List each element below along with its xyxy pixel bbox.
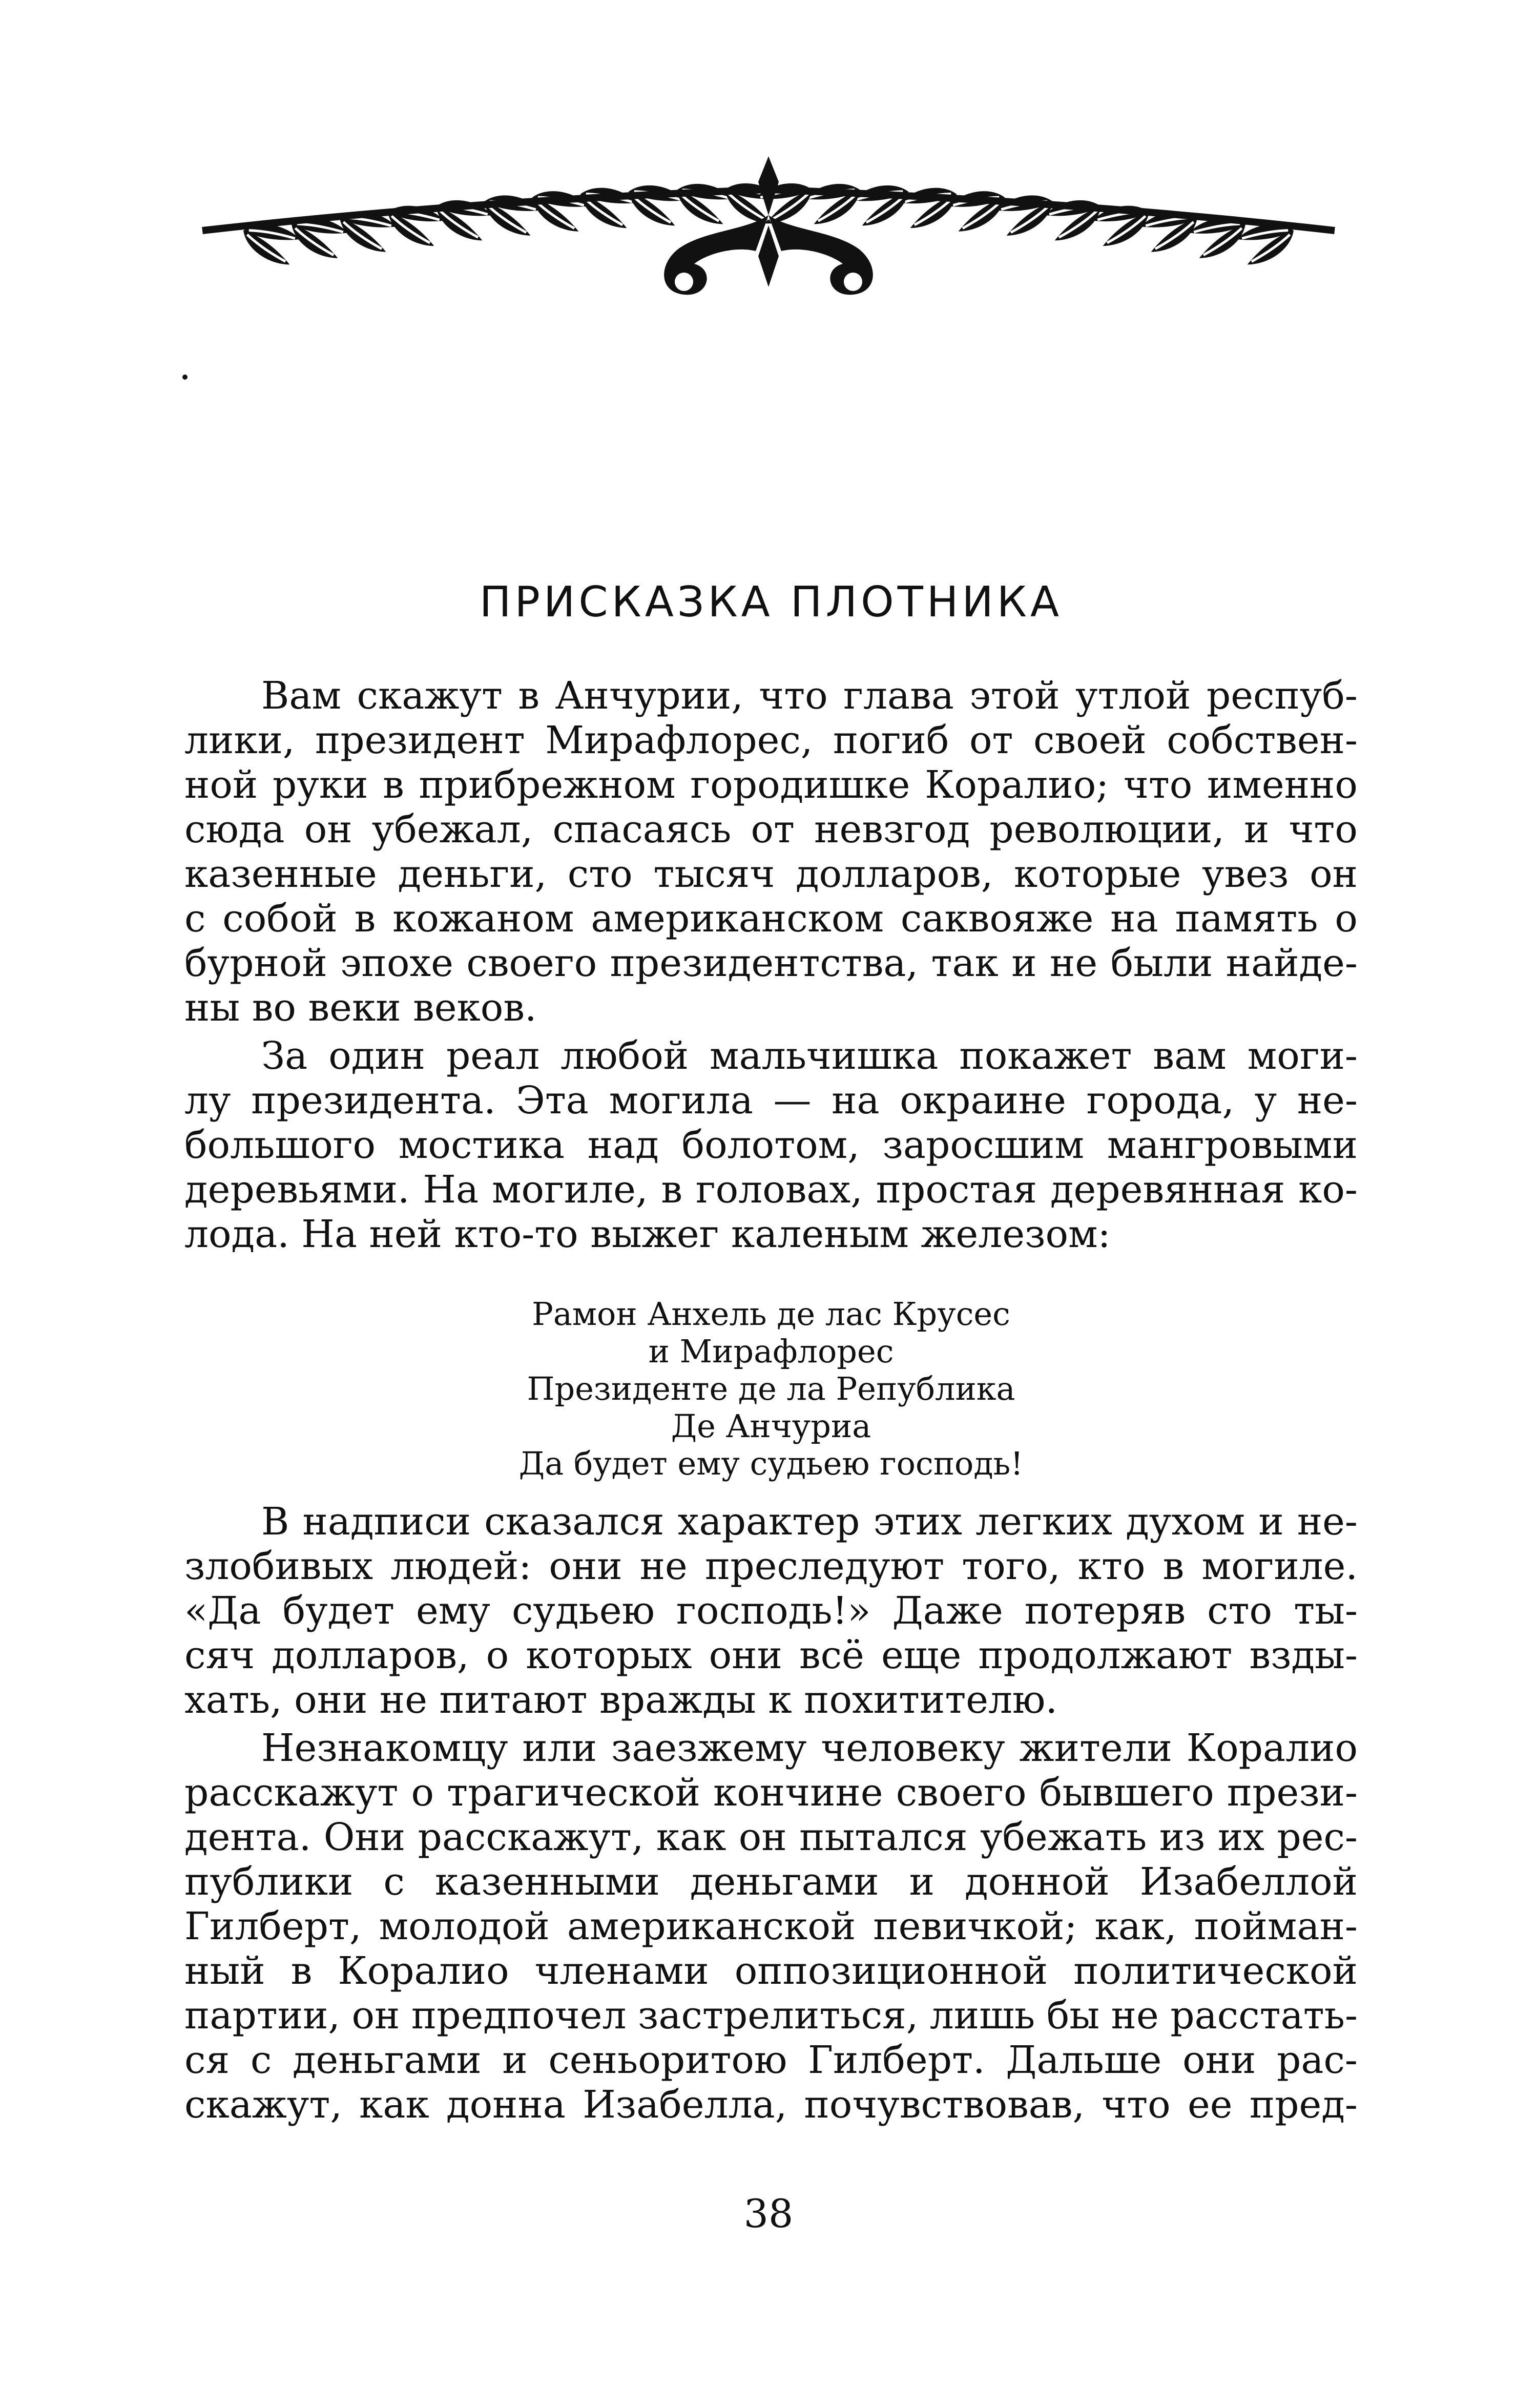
text-line: «Да будет ему судьею господь!» Даже потеряв сто ты-	[184, 1589, 1358, 1633]
chapter-title: ПРИСКАЗКА ПЛОТНИКА	[479, 578, 1063, 627]
inscription-line: Президенте де ла Република	[527, 1370, 1015, 1407]
text-line: Гилберт, молодой американской певичкой; как, пойман-	[184, 1904, 1358, 1948]
laurel-garland-ornament-icon	[172, 154, 1365, 302]
text-line: большого мостика над болотом, заросшим мангровыми	[184, 1123, 1358, 1167]
text-line: Незнакомцу или заезжему человеку жители Коралио	[261, 1726, 1358, 1770]
text-line: ный в Коралио членами оппозиционной политической	[184, 1949, 1358, 1993]
text-line: лу президента. Эта могила — на окраине города, у не-	[184, 1078, 1358, 1123]
text-line: сюда он убежал, спасаясь от невзгод революции, и что	[184, 807, 1358, 852]
text-line: скажут, как донна Изабелла, почувствовав, что ее пред-	[184, 2083, 1358, 2127]
paragraph-2	[184, 1034, 1358, 1257]
text-line: Вам скажут в Анчурии, что глава этой утлой респуб-	[261, 674, 1358, 718]
text-line: бурной эпохе своего президентства, так и не были найде-	[184, 941, 1358, 985]
text-line: лода. На ней кто-то выжег каленым железом:	[184, 1212, 1111, 1256]
inscription-line: Рамон Анхель де лас Крусес	[532, 1295, 1010, 1333]
text-line: хать, они не питают вражды к похитителю.	[184, 1678, 1057, 1722]
text-line: расскажут о трагической кончине своего бывшего прези-	[184, 1771, 1358, 1815]
text-line: В надписи сказался характер этих легких духом и не-	[261, 1500, 1358, 1544]
text-line: лики, президент Мирафлорес, погиб от своей собствен-	[184, 718, 1358, 762]
inscription-line: и Мирафлорес	[648, 1333, 894, 1370]
text-line: ны во веки веков.	[184, 986, 537, 1030]
inscription-line: Да будет ему судьею господь!	[518, 1445, 1024, 1482]
text-line: деревьями. На могиле, в головах, простая деревянная ко-	[184, 1168, 1358, 1212]
text-line: ной руки в прибрежном городишке Коралио; что именно	[184, 763, 1358, 807]
text-line: За один реал любой мальчишка покажет вам моги-	[261, 1034, 1358, 1078]
text-line: сяч долларов, о которых они всё еще продолжают взды-	[184, 1633, 1358, 1677]
paragraph-4	[184, 1726, 1358, 2127]
stray-dot	[182, 375, 188, 380]
inscription-line: Де Анчуриа	[671, 1407, 871, 1445]
text-line: партии, он предпочел застрелиться, лишь бы не расстать-	[184, 1994, 1358, 2038]
grave-inscription	[184, 1295, 1358, 1482]
text-line: злобивых людей: они не преследуют того, кто в могиле.	[184, 1544, 1358, 1588]
text-line: казенные деньги, сто тысяч долларов, которые увез он	[184, 852, 1358, 896]
page-number: 38	[743, 2191, 794, 2236]
paragraph-3	[184, 1500, 1358, 1722]
text-line: ся с деньгами и сеньоритою Гилберт. Дальше они рас-	[184, 2038, 1358, 2082]
text-line: дента. Они расскажут, как он пытался убежать из их рес-	[184, 1815, 1358, 1859]
text-line: публики с казенными деньгами и донной Изабеллой	[184, 1860, 1358, 1904]
text-line: с собой в кожаном американском саквояже на память о	[184, 897, 1358, 941]
paragraph-1	[184, 674, 1358, 1030]
